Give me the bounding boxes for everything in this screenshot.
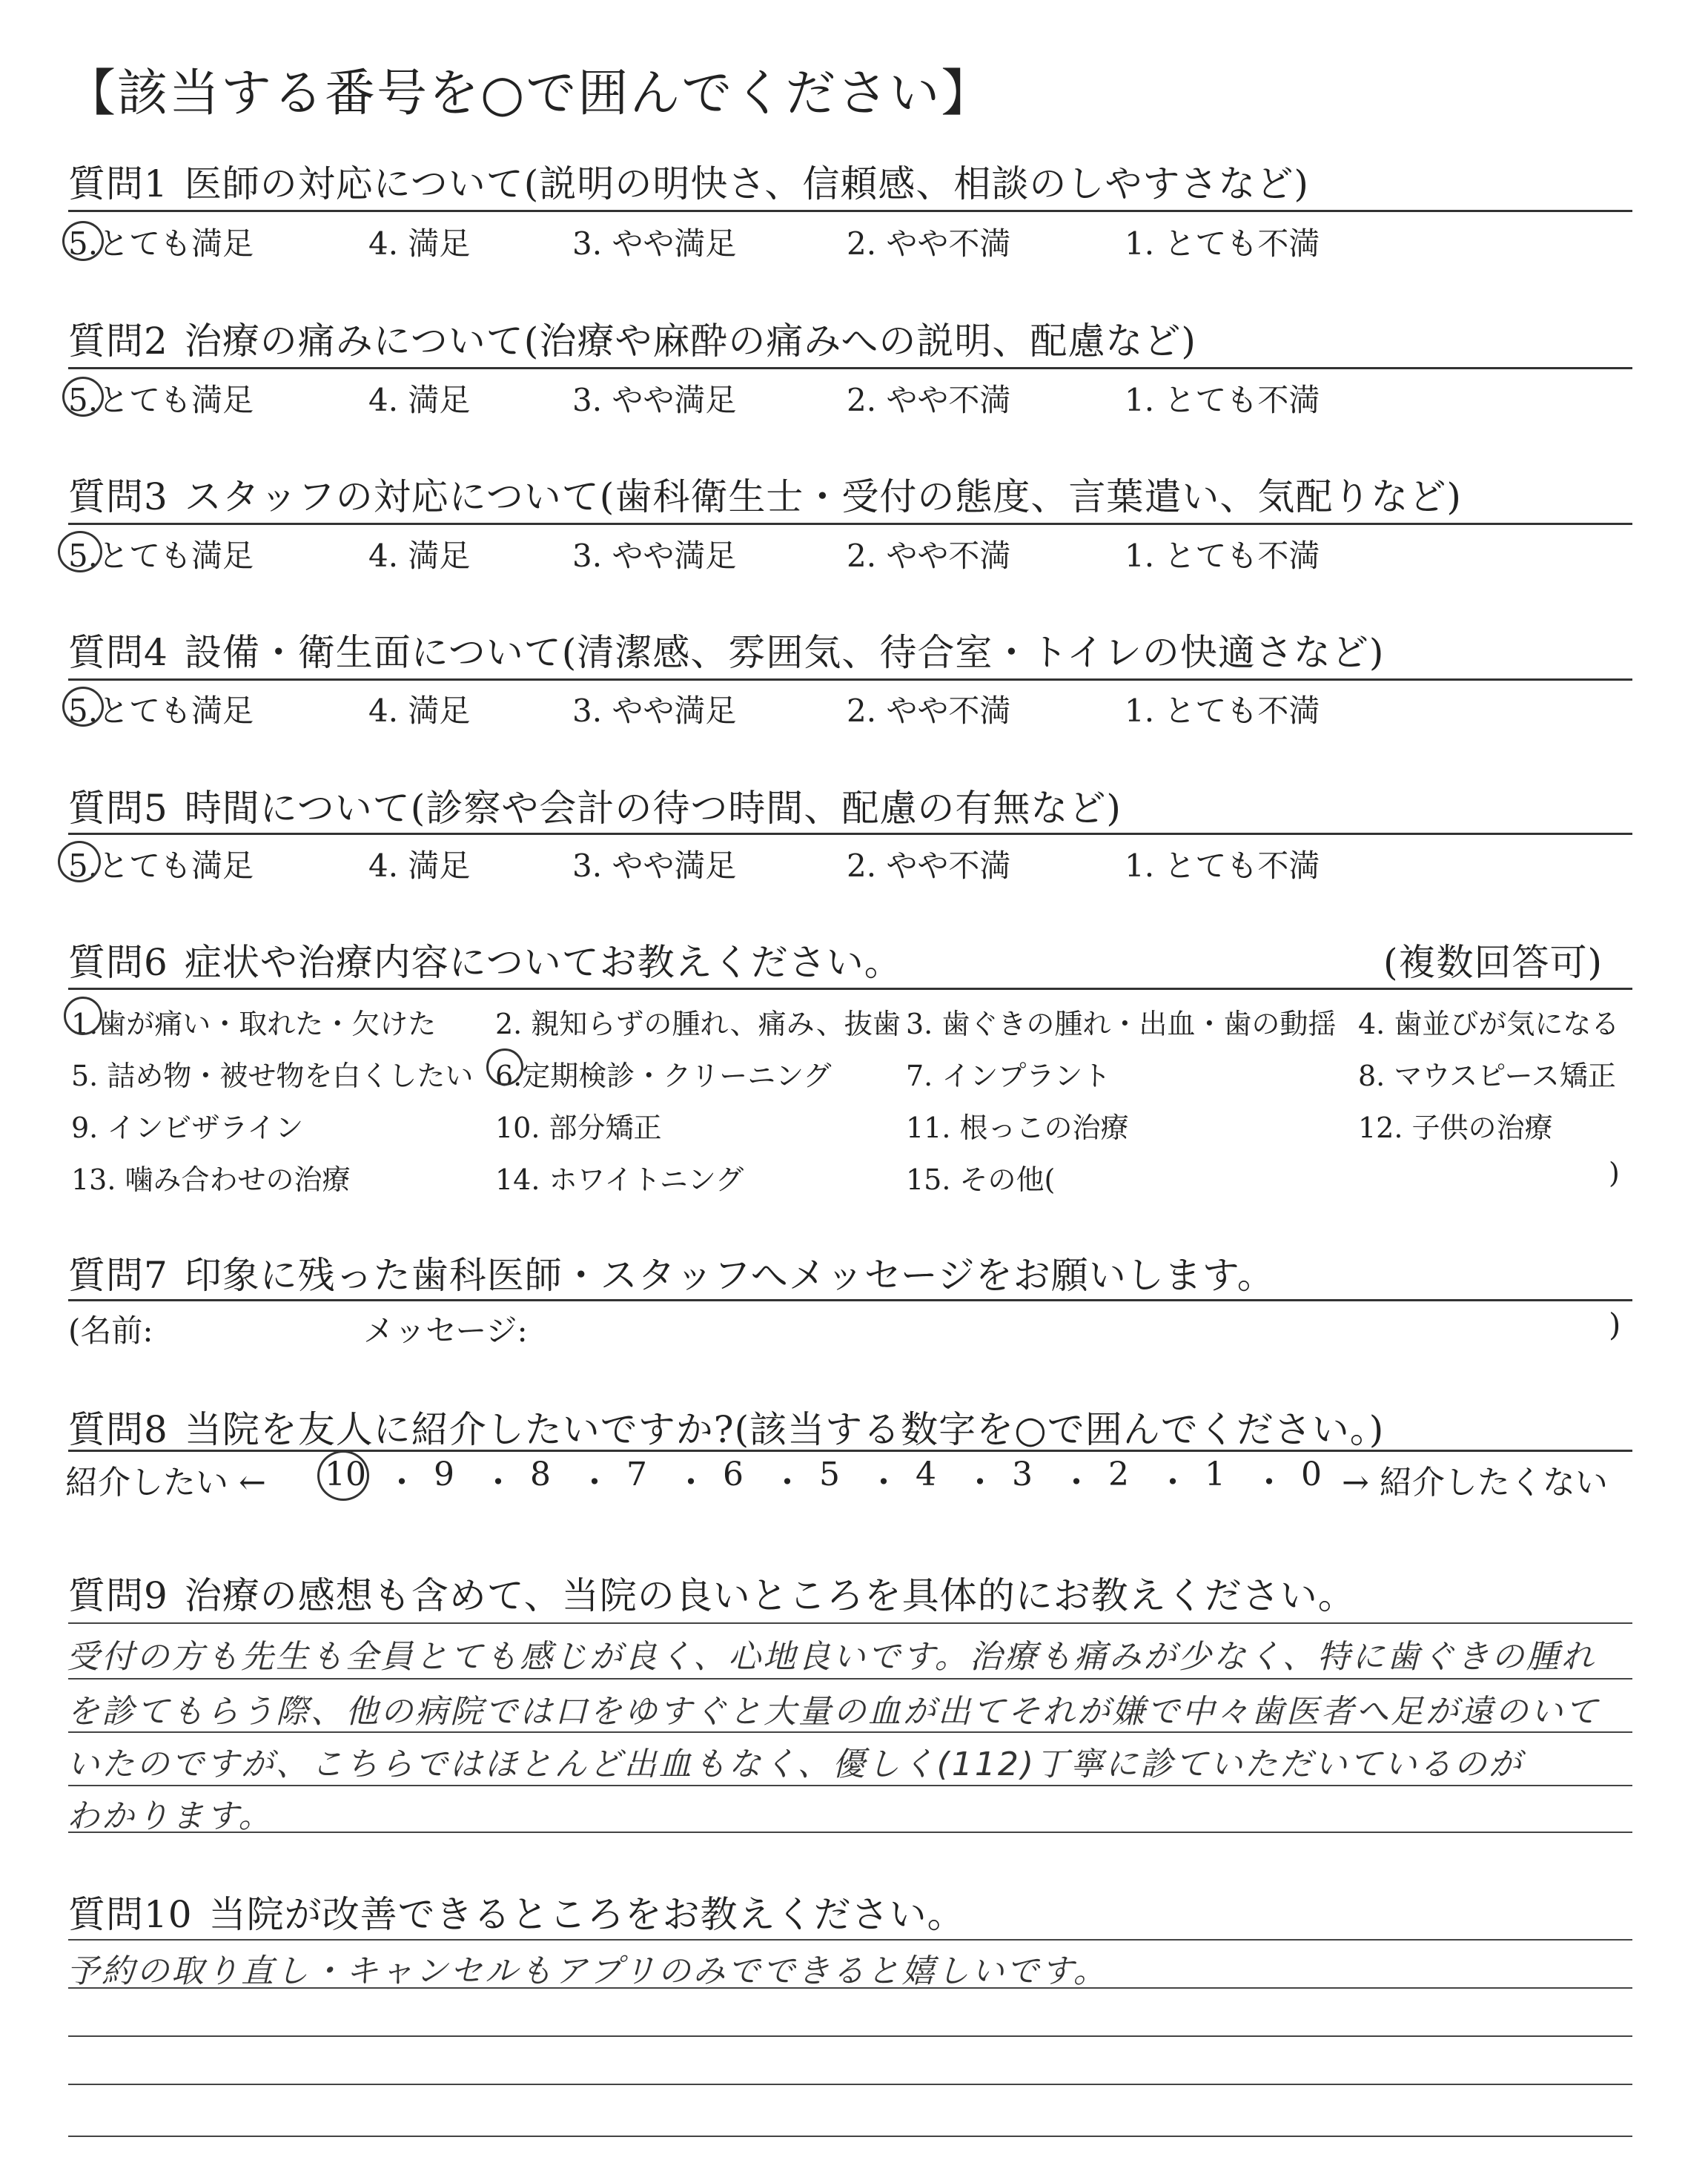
question-10-number: 質問10 [68, 1893, 193, 1936]
scale-dot: ・ [1060, 1464, 1093, 1502]
divider [68, 523, 1632, 525]
option-4[interactable]: 4. 満足 [368, 693, 471, 729]
handwritten-answer-line: を診てもらう際、他の病院では口をゆすぐと大量の血が出てそれが嫌で中々歯医者へ足が遠のいて [67, 1693, 1600, 1731]
handwritten-answer-line: いたのですが、こちらではほとんど出血もなく、優しく(112)丁寧に診ていただいているのが [67, 1745, 1523, 1783]
message-close-paren: ) [1609, 1307, 1621, 1343]
question-1 [68, 154, 1309, 208]
scale-4[interactable]: 4 [916, 1456, 936, 1493]
selection-circle [62, 221, 104, 261]
scale-right-label: → 紹介したくない [1342, 1464, 1608, 1502]
question-2-number: 質問2 [68, 320, 168, 363]
divider [68, 367, 1632, 369]
option-5-selected[interactable]: 5.とても満足 [68, 538, 254, 574]
answer-line [68, 2084, 1632, 2085]
option-2[interactable]: 2. やや不満 [847, 382, 1011, 418]
scale-6[interactable]: 6 [723, 1456, 744, 1493]
rating-options-q2 [68, 376, 1388, 420]
symptom-option[interactable]: 9. インビザライン [71, 1112, 304, 1144]
answer-line [68, 1785, 1632, 1786]
selection-circle [486, 1048, 523, 1086]
symptom-option[interactable]: 2. 親知らずの腫れ、痛み、抜歯 [495, 1008, 901, 1040]
option-3[interactable]: 3. やや満足 [572, 693, 737, 729]
symptom-option[interactable]: 5. 詰め物・被せ物を白くしたい [71, 1060, 474, 1092]
divider [68, 210, 1632, 212]
answer-line [68, 1939, 1632, 1941]
selection-circle [58, 531, 102, 572]
question-6-note: (複数回答可) [1383, 941, 1603, 984]
answer-line [68, 1622, 1632, 1624]
question-5-number: 質問5 [68, 787, 168, 830]
symptom-option[interactable]: 11. 根っこの治療 [906, 1112, 1129, 1144]
question-7 [68, 1246, 1275, 1299]
selection-circle [58, 841, 101, 882]
question-1-number: 質問1 [68, 162, 168, 205]
scale-10-selected[interactable]: 10 [325, 1456, 366, 1493]
question-3 [68, 467, 1462, 521]
scale-dot: ・ [578, 1464, 611, 1502]
question-10 [68, 1885, 965, 1938]
question-5 [68, 779, 1122, 832]
symptom-option[interactable]: 3. 歯ぐきの腫れ・出血・歯の動揺 [906, 1008, 1337, 1040]
scale-2[interactable]: 2 [1108, 1456, 1129, 1493]
symptom-option[interactable]: 6.定期検診・クリーニング [495, 1060, 832, 1092]
selection-circle [62, 377, 104, 417]
scale-dot: ・ [675, 1464, 707, 1502]
divider [68, 1450, 1632, 1452]
option-1[interactable]: 1. とても不満 [1125, 848, 1320, 884]
name-label: (名前: [68, 1312, 153, 1349]
rating-options-q4 [68, 687, 1388, 731]
selection-circle [317, 1450, 369, 1501]
question-7-number: 質問7 [68, 1254, 168, 1297]
scale-dot: ・ [385, 1464, 418, 1502]
question-6 [68, 933, 1632, 986]
scale-left-label: 紹介したい ← [65, 1464, 266, 1502]
option-2[interactable]: 2. やや不満 [847, 693, 1011, 729]
handwritten-answer-line: わかります。 [67, 1797, 274, 1835]
question-4-text: 設備・衛生面について(清潔感、雰囲気、待合室・トイレの快適さなど) [184, 631, 1385, 674]
option-1[interactable]: 1. とても不満 [1125, 693, 1320, 729]
question-8 [68, 1400, 1384, 1453]
option-5-selected[interactable]: 5.とても満足 [68, 693, 254, 729]
option-2[interactable]: 2. やや不満 [847, 848, 1011, 884]
answer-line [68, 2035, 1632, 2037]
message-label: メッセージ: [363, 1312, 528, 1349]
scale-1[interactable]: 1 [1205, 1456, 1225, 1493]
answer-line [68, 1832, 1632, 1833]
question-9-text: 治療の感想も含めて、当院の良いところを具体的にお教えください。 [184, 1574, 1356, 1617]
symptom-option[interactable]: 12. 子供の治療 [1358, 1112, 1553, 1144]
rating-options-q5 [68, 842, 1388, 886]
option-1[interactable]: 1. とても不満 [1125, 225, 1320, 262]
question-5-text: 時間について(診察や会計の待つ時間、配慮の有無など) [184, 787, 1122, 830]
page-title: 【該当する番号を○で囲んでください】 [65, 65, 993, 123]
option-2[interactable]: 2. やや不満 [847, 538, 1011, 574]
scale-dot: ・ [1156, 1464, 1189, 1502]
symptom-option[interactable]: 1.歯が痛い・取れた・欠けた [71, 1008, 437, 1040]
option-2[interactable]: 2. やや不満 [847, 225, 1011, 262]
scale-0[interactable]: 0 [1301, 1456, 1322, 1493]
question-6-number: 質問6 [68, 941, 168, 984]
rating-options-q1 [68, 219, 1388, 264]
question-9-number: 質問9 [68, 1574, 168, 1617]
scale-dot: ・ [771, 1464, 804, 1502]
symptom-option[interactable]: 7. インプラント [906, 1060, 1111, 1092]
option-5-selected[interactable]: 5.とても満足 [68, 382, 254, 418]
question-4-number: 質問4 [68, 631, 168, 674]
question-1-text: 医師の対応について(説明の明快さ、信頼感、相談のしやすさなど) [184, 162, 1309, 205]
scale-9[interactable]: 9 [434, 1456, 454, 1493]
answer-line [68, 2136, 1632, 2137]
option-4[interactable]: 4. 満足 [368, 848, 471, 884]
scale-8[interactable]: 8 [530, 1456, 551, 1493]
scale-dot: ・ [964, 1464, 996, 1502]
option-3[interactable]: 3. やや満足 [572, 538, 737, 574]
question-3-number: 質問3 [68, 475, 168, 518]
question-4 [68, 623, 1384, 676]
scale-dot: ・ [867, 1464, 900, 1502]
other-close-paren: ) [1609, 1157, 1620, 1189]
symptom-option[interactable]: 4. 歯並びが気になる [1358, 1008, 1620, 1040]
question-9 [68, 1566, 1356, 1619]
question-2 [68, 311, 1196, 365]
answer-line [68, 1678, 1632, 1680]
question-7-text: 印象に残った歯科医師・スタッフへメッセージをお願いします。 [184, 1254, 1275, 1297]
symptom-option[interactable]: 8. マウスピース矯正 [1358, 1060, 1616, 1092]
option-3[interactable]: 3. やや満足 [572, 382, 737, 418]
option-1[interactable]: 1. とても不満 [1125, 538, 1320, 574]
selection-circle [64, 997, 102, 1035]
handwritten-answer-line: 受付の方も先生も全員とても感じが良く、心地良いです。治療も痛みが少なく、特に歯ぐきの腫れ [67, 1638, 1596, 1676]
divider [68, 988, 1632, 990]
selection-circle [62, 687, 104, 727]
question-10-text: 当院が改善できるところをお教えください。 [208, 1893, 965, 1936]
question-6-text: 症状や治療内容についてお教えください。 [184, 941, 902, 984]
symptom-option[interactable]: 15. その他( [906, 1163, 1056, 1196]
option-3[interactable]: 3. やや満足 [572, 225, 737, 262]
scale-dot: ・ [1253, 1464, 1285, 1502]
rating-options-q3 [68, 532, 1388, 576]
question-8-number: 質問8 [68, 1408, 168, 1451]
option-4[interactable]: 4. 満足 [368, 538, 471, 574]
scale-dot: ・ [482, 1464, 514, 1502]
symptom-option[interactable]: 13. 噛み合わせの治療 [71, 1163, 351, 1196]
question-8-text: 当院を友人に紹介したいですか?(該当する数字を○で囲んでください。) [184, 1408, 1385, 1451]
symptom-option[interactable]: 14. ホワイトニング [495, 1163, 744, 1196]
question-2-text: 治療の痛みについて(治療や麻酔の痛みへの説明、配慮など) [184, 320, 1196, 363]
option-3[interactable]: 3. やや満足 [572, 848, 737, 884]
divider [68, 1299, 1632, 1301]
option-5-selected[interactable]: 5.とても満足 [68, 225, 254, 262]
option-4[interactable]: 4. 満足 [368, 225, 471, 262]
option-5-selected[interactable]: 5.とても満足 [68, 848, 254, 884]
option-1[interactable]: 1. とても不満 [1125, 382, 1320, 418]
scale-7[interactable]: 7 [626, 1456, 647, 1493]
divider [68, 833, 1632, 835]
scale-5[interactable]: 5 [819, 1456, 840, 1493]
option-4[interactable]: 4. 満足 [368, 382, 471, 418]
divider [68, 678, 1632, 681]
handwritten-answer-line: 予約の取り直し・キャンセルもアプリのみでできると嬉しいです。 [67, 1952, 1108, 1990]
scale-3[interactable]: 3 [1012, 1456, 1033, 1493]
symptom-option[interactable]: 10. 部分矯正 [495, 1112, 662, 1144]
question-3-text: スタッフの対応について(歯科衛生士・受付の態度、言葉遣い、気配りなど) [184, 475, 1462, 518]
